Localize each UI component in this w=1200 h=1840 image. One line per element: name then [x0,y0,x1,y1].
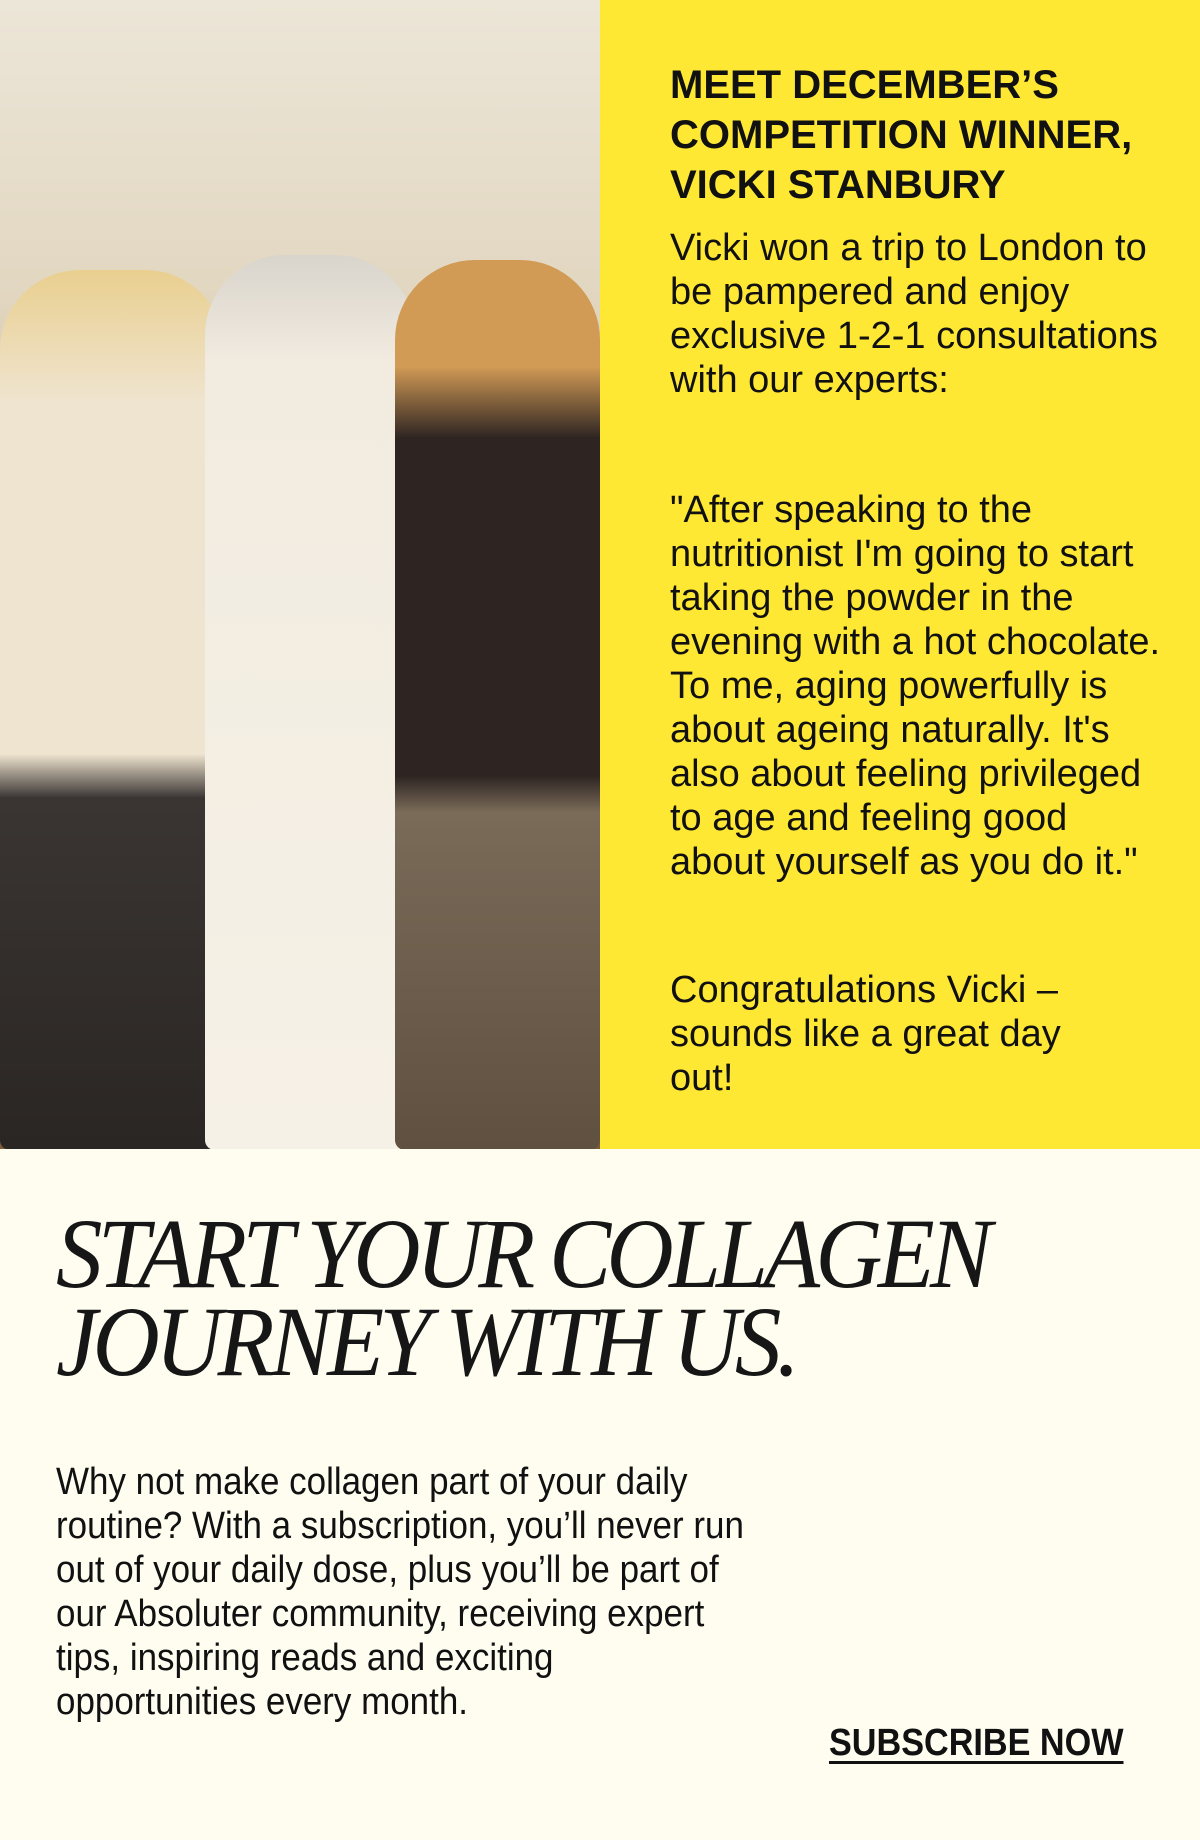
photo-figure-right [395,260,600,1149]
feature-outro: Congratulations Vicki – sounds like a great day out! [670,969,1061,1099]
subscribe-now-button[interactable]: SUBSCRIBE NOW [829,1722,1124,1764]
photo-figure-left [0,270,225,1149]
cta-body: Why not make collagen part of your daily routine? With a subscription, you’ll never run out of your daily dose, plus you’ll be part of our Absoluter community, receiving expert tips, inspiring reads and exciting opportunities every month. [56,1461,744,1723]
feature-quote: "After speaking to the nutritionist I'm going to start taking the powder in the evening with a hot chocolate. To me, aging powerfully is about ageing naturally. It's also about feeling privileged to age and feeling good about yourself as you do it." [670,489,1161,883]
cta-heading-line1: START YOUR COLLAGEN [56,1198,988,1309]
cta-heading-line2: JOURNEY WITH US. [56,1286,796,1397]
feature-intro: Vicki won a trip to London to be pampered and enjoy exclusive 1-2-1 consultations with our experts: [670,227,1158,401]
winner-photo [0,0,600,1149]
cta-heading [56,1198,988,1397]
feature-heading: MEET DECEMBER’S COMPETITION WINNER, VICKI STANBURY [670,63,1133,207]
photo-figure-center [205,255,415,1149]
